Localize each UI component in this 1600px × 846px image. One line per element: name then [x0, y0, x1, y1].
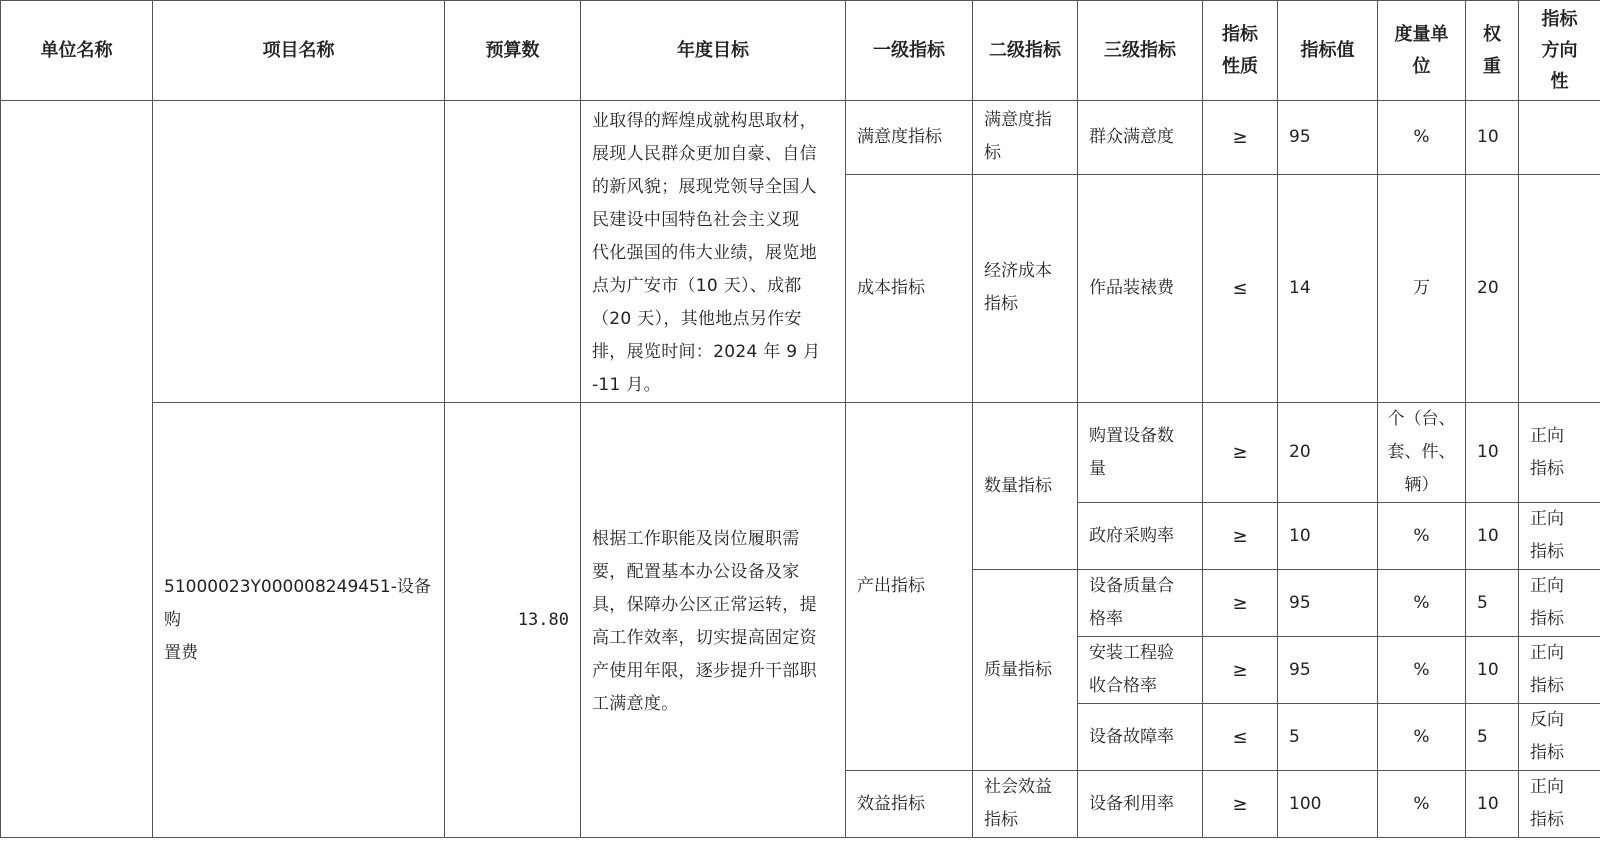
nature-cell: ≤: [1203, 174, 1278, 402]
header-direction-line3: 性: [1550, 71, 1569, 92]
goal-line: 根据工作职能及岗位履职需: [592, 529, 800, 549]
level2-quality-cell: 质量指标: [973, 570, 1078, 771]
header-nature-line1: 指标: [1222, 23, 1258, 45]
level3-cell: 群众满意度: [1078, 101, 1203, 175]
weight-cell: 10: [1466, 637, 1519, 704]
level1-cell: 满意度指标: [846, 101, 973, 175]
header-annual-goal: 年度目标: [581, 1, 846, 101]
header-unit-name: 单位名称: [1, 1, 153, 101]
unit-cell: %: [1378, 637, 1466, 704]
unit-cell: %: [1378, 101, 1466, 175]
level1-cell: 成本指标: [846, 174, 973, 402]
level3-cell: [1078, 570, 1203, 637]
level2-social-cell: [973, 771, 1078, 838]
nature-cell: ≥: [1203, 637, 1278, 704]
unit-cell: %: [1378, 503, 1466, 570]
goal-line: 点为广安市（10 天）、成都: [592, 276, 802, 296]
value-cell: 10: [1278, 503, 1378, 570]
direction-cell: [1519, 101, 1600, 175]
header-nature-line2: 性质: [1222, 55, 1258, 77]
direction-line: 正向: [1530, 576, 1564, 596]
nature-cell: ≤: [1203, 704, 1278, 771]
budget-cell-1: [445, 101, 581, 403]
unit-name-cell: [1, 101, 153, 838]
goal-line: 的新风貌；展现党领导全国人: [592, 177, 817, 197]
direction-line: 正向: [1530, 509, 1564, 529]
direction-cell: [1519, 637, 1600, 704]
level3-line: 收合格率: [1089, 676, 1157, 696]
project-name-cell-1: [153, 101, 445, 403]
direction-line: 指标: [1530, 676, 1564, 696]
unit-cell: 万: [1378, 174, 1466, 402]
direction-line: 指标: [1530, 810, 1564, 830]
goal-line: 业取得的辉煌成就构思取材，: [592, 111, 817, 131]
header-level3: 三级指标: [1078, 1, 1203, 101]
direction-line: 指标: [1530, 458, 1564, 479]
weight-cell: 5: [1466, 704, 1519, 771]
direction-line: 正向: [1530, 643, 1564, 663]
goal-line: 工满意度。: [592, 694, 679, 714]
project-name-line: 51000023Y000008249451-设备购: [164, 576, 431, 630]
project-name-line: 置费: [164, 642, 198, 663]
unit-cell: %: [1378, 570, 1466, 637]
value-cell: 20: [1278, 403, 1378, 503]
goal-line: 具，保障办公区正常运转，提: [592, 595, 817, 615]
level3-cell: [1078, 403, 1203, 503]
header-weight: [1466, 1, 1519, 101]
direction-line: 指标: [1530, 542, 1564, 562]
value-cell: 95: [1278, 570, 1378, 637]
header-row: [1, 1, 1600, 101]
value-cell: 14: [1278, 174, 1378, 402]
goal-line: -11 月。: [592, 375, 661, 395]
direction-line: 指标: [1530, 609, 1564, 629]
header-weight-line2: 重: [1483, 55, 1501, 77]
level3-cell: 作品装裱费: [1078, 174, 1203, 402]
header-unit: [1378, 1, 1466, 101]
value-cell: 95: [1278, 101, 1378, 175]
direction-cell: [1519, 403, 1600, 503]
goal-line: 代化强国的伟大业绩，展览地: [592, 243, 817, 263]
level2-line: 满意度指: [984, 110, 1052, 131]
direction-cell: [1519, 570, 1600, 637]
direction-cell: [1519, 503, 1600, 570]
level3-line: 购置设备数: [1089, 425, 1174, 446]
goal-line: 要，配置基本办公设备及家: [592, 562, 800, 582]
header-nature: [1203, 1, 1278, 101]
level2-line: 指标: [984, 810, 1018, 830]
level3-line: 安装工程验: [1089, 643, 1174, 663]
direction-cell: [1519, 704, 1600, 771]
goal-line: 高工作效率，切实提高固定资: [592, 628, 817, 648]
header-level1: 一级指标: [846, 1, 973, 101]
level3-cell: 政府采购率: [1078, 503, 1203, 570]
weight-cell: 5: [1466, 570, 1519, 637]
direction-line: 反向: [1530, 710, 1564, 730]
weight-cell: 10: [1466, 771, 1519, 838]
weight-cell: 10: [1466, 101, 1519, 175]
goal-line: 排，展览时间：2024 年 9 月: [592, 342, 821, 362]
table-row: [1, 403, 1600, 503]
header-budget: 预算数: [445, 1, 581, 101]
annual-goal-cell-1: [581, 101, 846, 403]
level3-line: 量: [1089, 458, 1106, 479]
level2-line: 经济成本: [984, 261, 1052, 282]
header-direction-line2: 方向: [1541, 40, 1578, 61]
budget-cell-2: 13.80: [445, 403, 581, 838]
header-direction-line1: 指标: [1541, 9, 1578, 30]
header-value: 指标值: [1278, 1, 1378, 101]
level3-line: 设备质量合: [1089, 576, 1174, 596]
unit-line: 套、件、: [1387, 442, 1456, 462]
direction-line: 正向: [1530, 425, 1564, 446]
direction-line: 正向: [1530, 777, 1564, 797]
weight-cell: 10: [1466, 503, 1519, 570]
level3-line: 格率: [1089, 609, 1123, 629]
header-weight-line1: 权: [1483, 23, 1501, 45]
nature-cell: ≥: [1203, 403, 1278, 503]
unit-line: 辆）: [1404, 475, 1439, 495]
level2-line: 标: [984, 143, 1001, 164]
level2-line: 社会效益: [984, 777, 1052, 797]
nature-cell: ≥: [1203, 101, 1278, 175]
goal-line: 民建设中国特色社会主义现: [592, 210, 800, 230]
level2-cell: [973, 101, 1078, 175]
nature-cell: ≥: [1203, 570, 1278, 637]
direction-cell: [1519, 771, 1600, 838]
level2-line: 指标: [984, 294, 1018, 315]
level1-benefit-cell: 效益指标: [846, 771, 973, 838]
annual-goal-cell-2: [581, 403, 846, 838]
table-row: [1, 101, 1600, 175]
level1-output-cell: 产出指标: [846, 403, 973, 771]
level3-cell: [1078, 637, 1203, 704]
header-project-name: 项目名称: [153, 1, 445, 101]
goal-line: 展现人民群众更加自豪、自信: [592, 144, 817, 164]
value-cell: 95: [1278, 637, 1378, 704]
project-name-cell-2: [153, 403, 445, 838]
goal-line: （20 天），其他地点另作安: [592, 309, 802, 329]
level2-cell: [973, 174, 1078, 402]
level2-quantity-cell: 数量指标: [973, 403, 1078, 570]
header-unit-line2: 位: [1412, 55, 1431, 77]
header-unit-line1: 度量单: [1394, 23, 1449, 45]
goal-line: 产使用年限，逐步提升干部职: [592, 661, 817, 681]
weight-cell: 10: [1466, 403, 1519, 503]
header-level2: 二级指标: [973, 1, 1078, 101]
unit-cell: %: [1378, 704, 1466, 771]
level3-cell: 设备故障率: [1078, 704, 1203, 771]
unit-cell: [1378, 403, 1466, 503]
weight-cell: 20: [1466, 174, 1519, 402]
value-cell: 100: [1278, 771, 1378, 838]
nature-cell: ≥: [1203, 771, 1278, 838]
unit-line: 个（台、: [1387, 409, 1456, 429]
value-cell: 5: [1278, 704, 1378, 771]
direction-cell: [1519, 174, 1600, 402]
direction-line: 指标: [1530, 743, 1564, 763]
nature-cell: ≥: [1203, 503, 1278, 570]
level3-cell: 设备利用率: [1078, 771, 1203, 838]
header-direction: [1519, 1, 1600, 101]
unit-cell: %: [1378, 771, 1466, 838]
